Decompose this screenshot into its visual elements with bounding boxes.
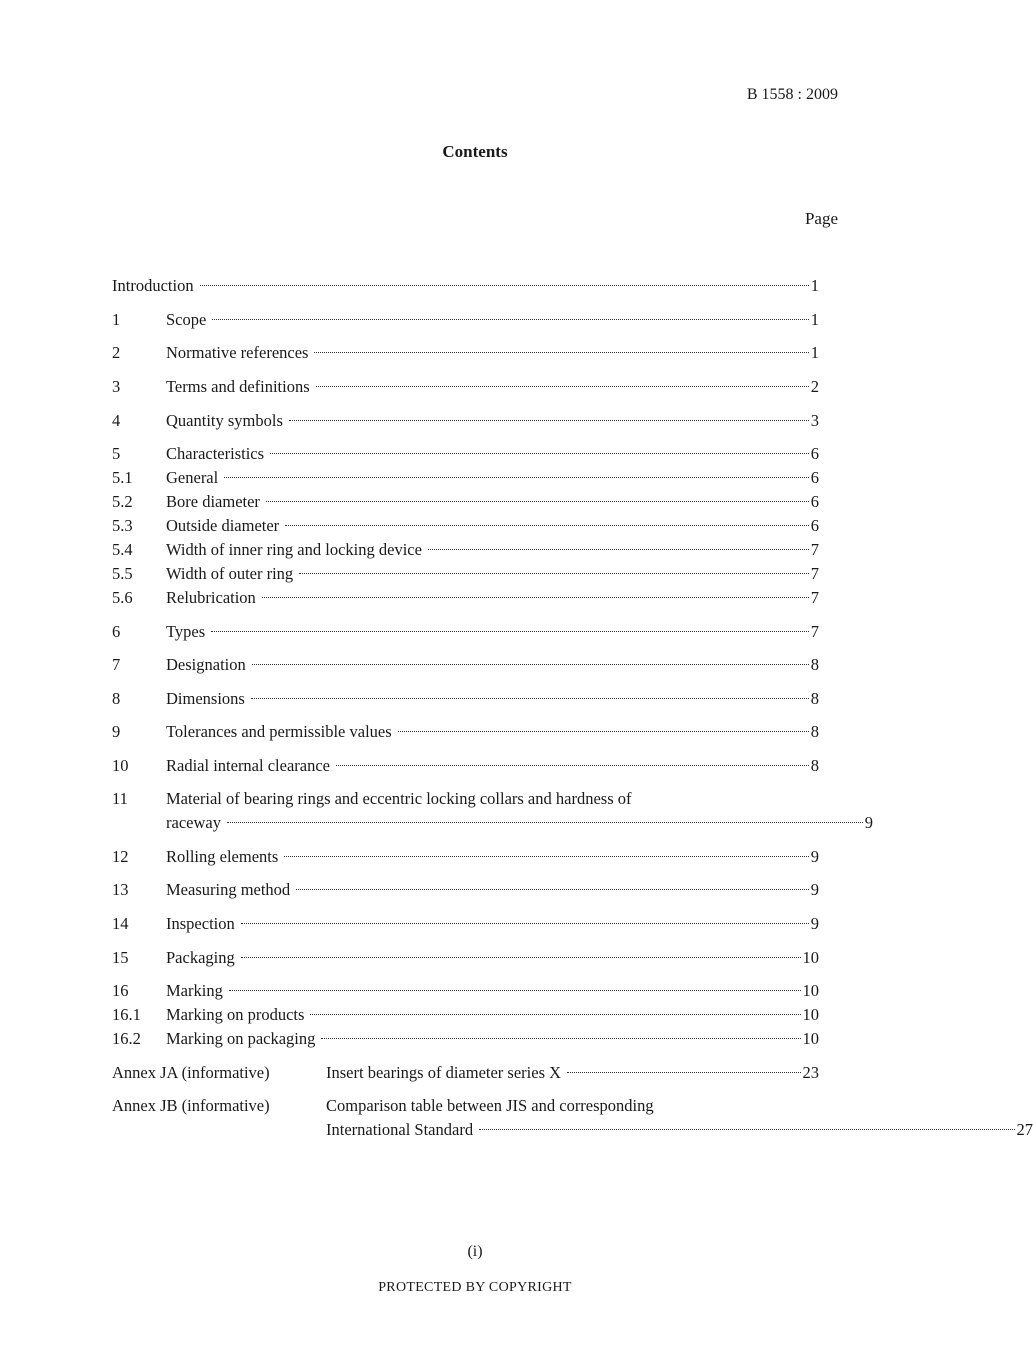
toc-entry-label: Types <box>166 622 206 641</box>
toc-entry[interactable] <box>112 341 819 365</box>
toc-entry-number: 1 <box>112 310 121 329</box>
toc-entry-number: 2 <box>112 343 121 362</box>
toc-entry-number: 5.5 <box>112 564 133 583</box>
toc-entry-page: 9 <box>810 880 819 899</box>
dot-leader <box>241 923 809 924</box>
toc-entry[interactable] <box>112 620 819 644</box>
dot-leader <box>262 597 809 598</box>
toc-entry-number: 5.1 <box>112 468 133 487</box>
toc-entry-label: Width of inner ring and locking device <box>166 540 422 559</box>
toc-entry-label: Tolerances and permissible values <box>166 722 392 741</box>
toc-entry-page: 6 <box>810 468 819 487</box>
toc-entry-number: 4 <box>112 411 121 430</box>
dot-leader <box>229 990 801 991</box>
annex-title: Insert bearings of diameter series X <box>326 1063 562 1082</box>
toc-entry-page: 6 <box>810 444 819 463</box>
dot-leader <box>285 525 809 526</box>
dot-leader <box>224 477 809 478</box>
dot-leader <box>289 420 809 421</box>
dot-leader <box>321 1038 800 1039</box>
toc-entry-label: Introduction <box>112 276 194 295</box>
dot-leader <box>296 889 809 890</box>
toc-entry[interactable] <box>112 514 819 538</box>
toc-entry[interactable] <box>112 1003 819 1027</box>
toc-entry-label: General <box>166 468 219 487</box>
toc-entry-page: 3 <box>810 411 819 430</box>
toc-entry[interactable] <box>112 754 819 778</box>
toc-entry[interactable] <box>112 308 819 332</box>
toc-entry-introduction[interactable] <box>112 274 819 298</box>
toc-entry-page: 6 <box>810 492 819 511</box>
toc-entry-number: 5.6 <box>112 588 133 607</box>
page-title: Contents <box>442 142 508 161</box>
toc-entry-number: 16 <box>112 981 129 1000</box>
toc-entry[interactable] <box>112 562 819 586</box>
annex-page: 27 <box>1016 1120 1033 1139</box>
toc-entry-number: 5.2 <box>112 492 133 511</box>
toc-entry-page: 7 <box>810 622 819 641</box>
toc-entry-number: 16.2 <box>112 1029 141 1048</box>
toc-entry-page: 7 <box>810 588 819 607</box>
toc-entry[interactable] <box>112 1027 819 1051</box>
dot-leader <box>266 501 809 502</box>
toc-entry-label: Marking on packaging <box>166 1029 316 1048</box>
toc-entry[interactable] <box>112 653 819 677</box>
toc-entry-number: 13 <box>112 880 129 899</box>
toc-entry-number: 14 <box>112 914 129 933</box>
toc-entry-number: 7 <box>112 655 121 674</box>
dot-leader <box>316 386 809 387</box>
dot-leader <box>252 664 809 665</box>
toc-entry-page: 8 <box>810 655 819 674</box>
toc-entry[interactable] <box>112 490 819 514</box>
toc-entry-label: Rolling elements <box>166 847 279 866</box>
toc-entry-page: 8 <box>810 689 819 708</box>
toc-entry-label: Bore diameter <box>166 492 260 511</box>
toc-entry-label: Marking on products <box>166 1005 305 1024</box>
toc-entry-label: Outside diameter <box>166 516 280 535</box>
toc-entry-label: Terms and definitions <box>166 377 310 396</box>
annex-title-continued: International Standard <box>326 1120 474 1139</box>
toc-entry-page: 1 <box>810 276 819 295</box>
page-column-label: Page <box>804 209 838 228</box>
toc-entry-page: 9 <box>810 914 819 933</box>
toc-entry-label: Quantity symbols <box>166 411 283 430</box>
toc-entry[interactable] <box>112 720 819 744</box>
toc-entry-number: 10 <box>112 756 129 775</box>
toc-entry-label: Characteristics <box>166 444 265 463</box>
toc-entry-page: 10 <box>802 981 819 1000</box>
toc-entry-label: Relubrication <box>166 588 256 607</box>
dot-leader <box>314 352 808 353</box>
toc-entry-label: Designation <box>166 655 246 674</box>
dot-leader <box>479 1129 1014 1130</box>
toc-entry-label: Packaging <box>166 948 235 967</box>
toc-entry-label: Normative references <box>166 343 309 362</box>
toc-entry[interactable] <box>112 375 819 399</box>
dot-leader <box>310 1014 800 1015</box>
dot-leader <box>567 1072 800 1073</box>
dot-leader <box>270 453 809 454</box>
toc-entry-page: 2 <box>810 377 819 396</box>
toc-entry-page: 6 <box>810 516 819 535</box>
toc-annex-entry[interactable] <box>112 1061 819 1085</box>
toc-entry-page: 7 <box>810 564 819 583</box>
toc-entry-page: 1 <box>810 310 819 329</box>
toc-entry-number: 3 <box>112 377 121 396</box>
toc-annex-entry[interactable] <box>112 1094 1033 1142</box>
toc-entry-label-continued: raceway <box>166 813 221 832</box>
toc-entry-label: Material of bearing rings and eccentric locking collars and hardness of <box>166 789 632 808</box>
toc-entry-number: 5.3 <box>112 516 133 535</box>
toc-entry-number: 16.1 <box>112 1005 141 1024</box>
toc-entry[interactable] <box>112 946 819 970</box>
annex-page: 23 <box>802 1063 819 1082</box>
dot-leader <box>200 285 809 286</box>
dot-leader <box>241 957 801 958</box>
toc-entry[interactable] <box>112 466 819 490</box>
toc-entry-number: 12 <box>112 847 129 866</box>
toc-entry-label: Measuring method <box>166 880 291 899</box>
toc-entry-page: 8 <box>810 756 819 775</box>
dot-leader <box>336 765 809 766</box>
toc-entry-label: Scope <box>166 310 207 329</box>
toc-entry-label: Inspection <box>166 914 235 933</box>
toc-entry[interactable] <box>112 878 819 902</box>
toc-entry-label: Radial internal clearance <box>166 756 330 775</box>
toc-entry-number: 5.4 <box>112 540 133 559</box>
page-folio: (i) <box>467 1243 483 1260</box>
dot-leader <box>227 822 863 823</box>
toc-entry[interactable] <box>112 912 819 936</box>
toc-entry[interactable] <box>112 979 819 1003</box>
toc-entry-multiline[interactable] <box>112 787 873 835</box>
toc-entry-page: 10 <box>802 1029 819 1048</box>
toc-entry-number: 9 <box>112 722 121 741</box>
dot-leader <box>398 731 809 732</box>
annex-label: Annex JB (informative) <box>112 1096 270 1115</box>
dot-leader <box>212 319 808 320</box>
toc-entry[interactable] <box>112 586 819 610</box>
toc-entry-page: 8 <box>810 722 819 741</box>
toc-entry-label: Dimensions <box>166 689 245 708</box>
toc-entry-page: 1 <box>810 343 819 362</box>
toc-entry[interactable] <box>112 409 819 433</box>
toc-entry[interactable] <box>112 442 819 466</box>
toc-entry-page: 9 <box>810 847 819 866</box>
document-code: B 1558 : 2009 <box>746 86 838 103</box>
toc-entry-number: 8 <box>112 689 121 708</box>
dot-leader <box>284 856 808 857</box>
toc-entry-page: 10 <box>802 948 819 967</box>
toc-entry-number: 15 <box>112 948 129 967</box>
toc-entry-number: 11 <box>112 789 128 808</box>
toc-entry-number: 6 <box>112 622 121 641</box>
copyright-notice: PROTECTED BY COPYRIGHT <box>378 1280 572 1295</box>
annex-title: Comparison table between JIS and corresponding <box>326 1096 654 1115</box>
toc-entry-label: Marking <box>166 981 223 1000</box>
toc-entry-label: Width of outer ring <box>166 564 294 583</box>
toc-entry[interactable] <box>112 687 819 711</box>
toc-entry[interactable] <box>112 538 819 562</box>
toc-entry-page: 10 <box>802 1005 819 1024</box>
toc-entry-page: 7 <box>810 540 819 559</box>
dot-leader <box>211 631 809 632</box>
dot-leader <box>299 573 809 574</box>
dot-leader <box>251 698 809 699</box>
annex-label: Annex JA (informative) <box>112 1063 270 1082</box>
toc-entry-number: 5 <box>112 444 121 463</box>
toc-entry[interactable] <box>112 845 819 869</box>
toc-entry-page: 9 <box>864 813 873 832</box>
dot-leader <box>428 549 809 550</box>
